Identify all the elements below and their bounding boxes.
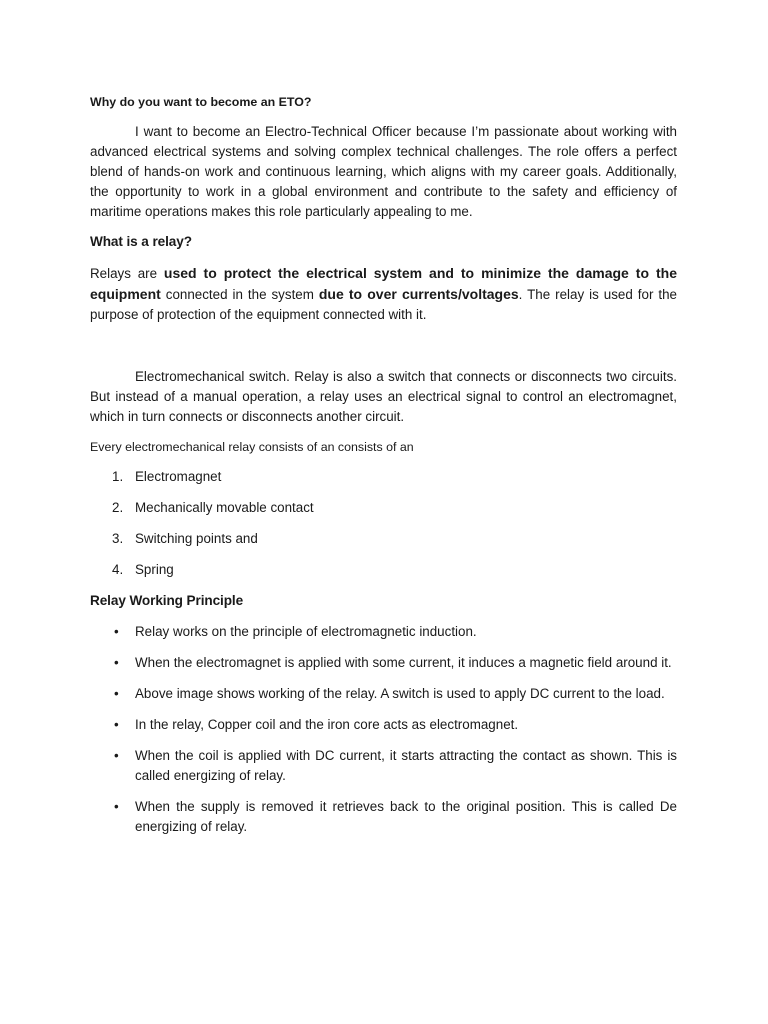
relay-def-text-1: Relays are <box>90 266 164 281</box>
list-item <box>90 684 677 704</box>
relay-working-principle-heading: Relay Working Principle <box>90 593 244 608</box>
bullet-icon: • <box>114 799 119 814</box>
relay-def-text-3: . The relay is used for the purpose of protection of the equipment connected with it. <box>90 287 677 322</box>
list-item-text: Switching points and <box>135 531 258 546</box>
relay-def-bold-2: due to over currents/voltages <box>318 286 519 302</box>
bullet-icon: • <box>114 748 119 763</box>
eto-question-heading: Why do you want to become an ETO? <box>90 95 312 109</box>
list-item <box>90 653 677 673</box>
list-number: 2. <box>112 500 124 515</box>
list-item-text: Mechanically movable contact <box>135 500 314 515</box>
list-number: 1. <box>112 469 124 484</box>
list-number: 3. <box>112 531 124 546</box>
electromechanical-switch-paragraph: Electromechanical switch. Relay is also a switch that connects or disconnects two circuits. But instead of a manual operation, a relay uses an electrical signal to control an electromagnet, which in turn connects or disconnects another circuit. <box>90 369 677 424</box>
bullet-icon: • <box>114 717 119 732</box>
list-item-text: Electromagnet <box>135 469 222 484</box>
document-page <box>90 92 677 848</box>
list-item-text: Relay works on the principle of electromagnetic induction. <box>135 624 477 639</box>
list-item <box>90 746 677 786</box>
list-item <box>90 715 677 735</box>
relay-components-intro: Every electromechanical relay consists of an consists of an <box>90 440 414 454</box>
relay-def-text-2: connected in the system <box>160 287 319 302</box>
list-item-text: When the coil is applied with DC current, it starts attracting the contact as shown. This is called energizing of relay. <box>135 748 677 783</box>
list-number: 4. <box>112 562 124 577</box>
relay-definition-heading: What is a relay? <box>90 234 192 249</box>
list-item-text: When the supply is removed it retrieves back to the original position. This is called De energizing of relay. <box>135 799 677 834</box>
list-item-text: In the relay, Copper coil and the iron core acts as electromagnet. <box>135 717 519 732</box>
list-item <box>90 560 677 580</box>
eto-answer-paragraph: I want to become an Electro-Technical Officer because I’m passionate about working with advanced electrical systems and solving complex technical challenges. The role offers a perfect blend of hands-on work and continuous learning, which aligns with my career goals. Additionally, the opportunity to work in a global environment and contribute to the safety and efficiency of maritime operations makes this role particularly appealing to me. <box>90 124 677 219</box>
list-item-text: Spring <box>135 562 174 577</box>
list-item <box>90 467 677 487</box>
bullet-icon: • <box>114 686 119 701</box>
list-item <box>90 529 677 549</box>
relay-def-bold-1: used to protect the electrical system and to minimize the damage to the equipment <box>90 265 677 302</box>
list-item-text: Above image shows working of the relay. A switch is used to apply DC current to the load. <box>135 686 665 701</box>
blank-line <box>90 325 677 367</box>
relay-definition-paragraph <box>90 263 677 325</box>
list-item <box>90 797 677 837</box>
list-item-text: When the electromagnet is applied with some current, it induces a magnetic field around it. <box>135 655 672 670</box>
bullet-icon: • <box>114 655 119 670</box>
relay-components-list <box>90 467 677 580</box>
bullet-icon: • <box>114 624 119 639</box>
working-principle-list <box>90 622 677 837</box>
list-item <box>90 622 677 642</box>
list-item <box>90 498 677 518</box>
